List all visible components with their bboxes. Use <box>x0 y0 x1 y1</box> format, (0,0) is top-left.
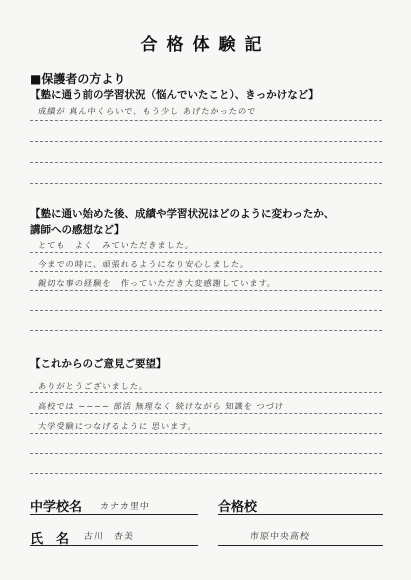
ruled-line <box>30 252 382 253</box>
pass-school-value: 市原中央高校 <box>249 532 311 542</box>
answer-3-line-1: ありがとうございました。 <box>37 381 149 391</box>
answer-3-line-2: 高校では ~~~~ 部活 無理なく 続けながら 知識を つづけ <box>37 401 285 411</box>
question-3: 【これからのご意見ご要望】 <box>30 358 167 370</box>
name-value: 古川 杏美 <box>83 532 135 542</box>
school-value: カナカ里中 <box>99 502 151 512</box>
ruled-line <box>30 290 382 291</box>
answer-2-line-3: 親切な事の経験を 作っていただき大変感謝しています。 <box>37 278 277 288</box>
ruled-line <box>30 120 382 121</box>
answer-3-line-3: 大学受験につなげるように 思います。 <box>37 421 198 431</box>
ruled-line <box>30 310 382 311</box>
pass-school-label: 合格校 <box>218 500 258 515</box>
answer-1-line-1: 成績が 真ん中くらいで、もう少し あげたかったので <box>37 106 257 116</box>
answer-2-line-1: とても よく みていただきました。 <box>37 240 195 250</box>
pass-school-underline <box>218 514 383 515</box>
guardian-section-heading: ■保護者の方より <box>30 72 126 86</box>
school-underline <box>30 514 198 515</box>
ruled-line <box>30 413 382 414</box>
ruled-line <box>30 453 382 454</box>
school-label: 中学校名 <box>30 500 83 515</box>
question-2-line-1: 【塾に通い始めた後、成績や学習状況はどのように変わったか、 <box>30 208 335 220</box>
ruled-line <box>30 473 382 474</box>
ruled-line <box>30 330 382 331</box>
name-underline <box>30 545 198 546</box>
name-label: 氏 名 <box>30 532 70 547</box>
ruled-line <box>30 392 382 393</box>
question-1: 【塾に通う前の学習状況（悩んでいたこと）、きっかけなど】 <box>30 89 319 101</box>
ruled-line <box>30 141 382 142</box>
ruled-line <box>30 271 382 272</box>
page-title: 合格体験記 <box>140 35 271 55</box>
answer-2-line-2: 今までの時に、頑張れるようになり安心しました。 <box>37 259 250 269</box>
ruled-line <box>30 433 382 434</box>
question-2-line-2: 講師への感想など】 <box>30 224 125 236</box>
ruled-line <box>30 183 382 184</box>
pass-school-value-underline <box>218 545 383 546</box>
ruled-line <box>30 162 382 163</box>
